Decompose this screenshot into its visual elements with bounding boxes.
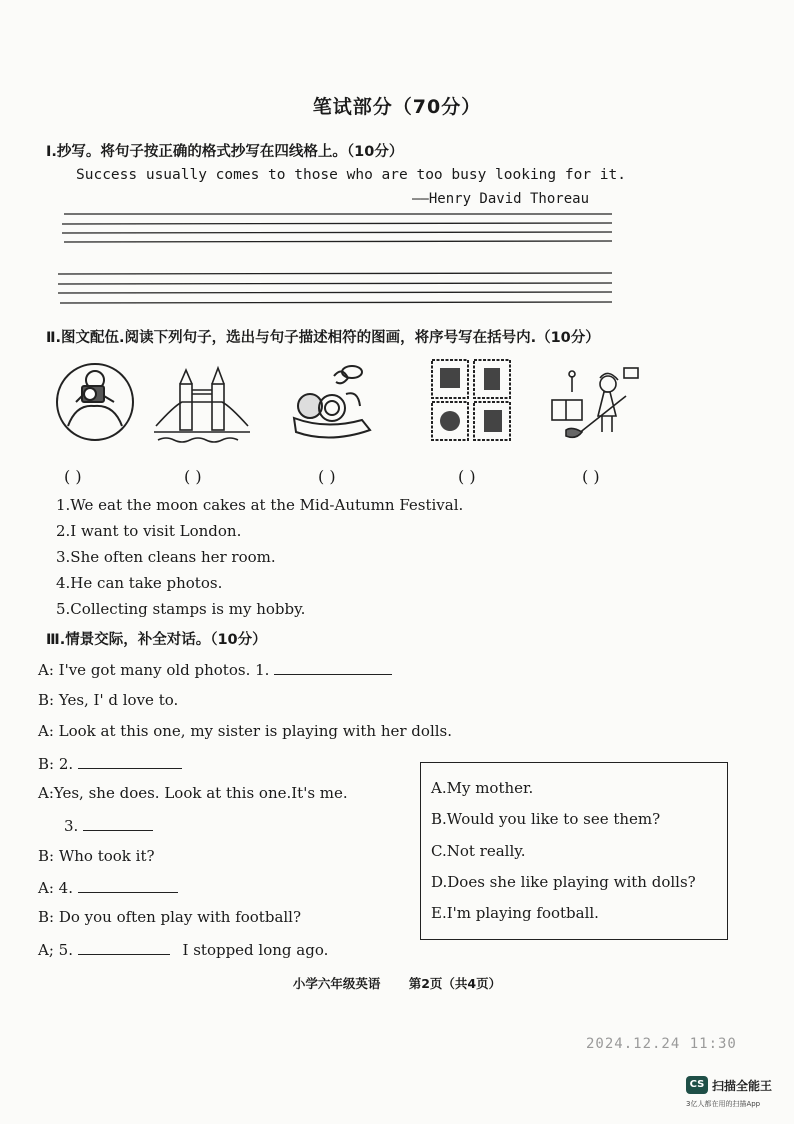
dialogue-line-5: A:Yes, she does. Look at this one.It's me. xyxy=(38,784,348,802)
answer-blank-4[interactable] xyxy=(78,878,178,893)
option-c: C.Not really. xyxy=(431,842,526,860)
dialogue-text: A; 5. xyxy=(38,941,73,959)
match-sentence-1: 1.We eat the moon cakes at the Mid-Autumn Festival. xyxy=(56,496,464,514)
dialogue-line-2: B: Yes, I' d love to. xyxy=(38,691,179,709)
camscanner-tagline: 3亿人都在用的扫描App xyxy=(686,1100,761,1108)
dialogue-line-6 xyxy=(64,816,153,835)
option-b: B.Would you like to see them? xyxy=(431,810,661,828)
dialogue-text-after: I stopped long ago. xyxy=(182,941,329,959)
dialogue-text: B: 2. xyxy=(38,755,74,773)
girl-cleaning-picture-icon xyxy=(548,356,644,448)
option-e: E.I'm playing football. xyxy=(431,904,599,922)
dialogue-line-10 xyxy=(38,940,328,959)
stamps-picture-icon xyxy=(428,356,514,444)
answer-blank-3[interactable] xyxy=(83,816,153,831)
dialogue-line-8 xyxy=(38,878,178,897)
dialogue-line-1 xyxy=(38,660,392,679)
section-1-heading: Ⅰ.抄写。将句子按正确的格式抄写在四线格上。（10分） xyxy=(46,144,404,160)
answer-paren-3[interactable]: ( ) xyxy=(318,467,336,486)
four-line-grid[interactable] xyxy=(56,212,616,308)
option-a: A.My mother. xyxy=(431,779,534,797)
scan-timestamp: 2024.12.24 11:30 xyxy=(586,1036,737,1052)
match-sentence-5: 5.Collecting stamps is my hobby. xyxy=(56,600,306,618)
answer-blank-5[interactable] xyxy=(78,940,170,955)
match-sentence-4: 4.He can take photos. xyxy=(56,574,223,592)
dialogue-text: 3. xyxy=(64,817,79,835)
answer-paren-4[interactable]: ( ) xyxy=(458,467,476,486)
answer-paren-1[interactable]: ( ) xyxy=(64,467,82,486)
dialogue-text: A: I've got many old photos. 1. xyxy=(38,661,270,679)
camscanner-name: 扫描全能王 xyxy=(712,1079,773,1093)
dialogue-line-7: B: Who took it? xyxy=(38,847,155,865)
dialogue-line-9: B: Do you often play with football? xyxy=(38,908,302,926)
answer-blank-1[interactable] xyxy=(274,660,392,675)
dialogue-line-4 xyxy=(38,754,182,773)
tower-bridge-picture-icon xyxy=(154,356,250,448)
answer-paren-2[interactable]: ( ) xyxy=(184,467,202,486)
page-title: 笔试部分（70分） xyxy=(312,96,482,118)
match-sentence-3: 3.She often cleans her room. xyxy=(56,548,276,566)
footer-subject: 小学六年级英语 xyxy=(292,976,381,991)
dialogue-text: A: 4. xyxy=(38,879,73,897)
dialogue-line-3: A: Look at this one, my sister is playing with her dolls. xyxy=(38,722,453,740)
photographer-picture-icon xyxy=(54,356,136,448)
picture-row xyxy=(46,356,736,451)
footer-page-number: 第2页（共4页） xyxy=(408,976,502,991)
match-sentence-2: 2.I want to visit London. xyxy=(56,522,242,540)
quote-text: Success usually comes to those who are too busy looking for it. xyxy=(76,167,626,183)
mooncakes-picture-icon xyxy=(286,356,378,448)
options-box xyxy=(420,762,728,940)
page-footer xyxy=(0,974,794,992)
option-d: D.Does she like playing with dolls? xyxy=(431,873,696,891)
answer-blank-2[interactable] xyxy=(78,754,182,769)
answer-paren-5[interactable]: ( ) xyxy=(582,467,600,486)
section-3-heading: Ⅲ.情景交际，补全对话。（10分） xyxy=(46,632,267,648)
section-2-heading: Ⅱ.图文配伍.阅读下列句子，选出与句子描述相符的图画，将序号写在括号内.（10分） xyxy=(46,330,600,346)
quote-author: ——Henry David Thoreau xyxy=(412,191,590,207)
camscanner-logo-icon: CS xyxy=(686,1076,708,1094)
